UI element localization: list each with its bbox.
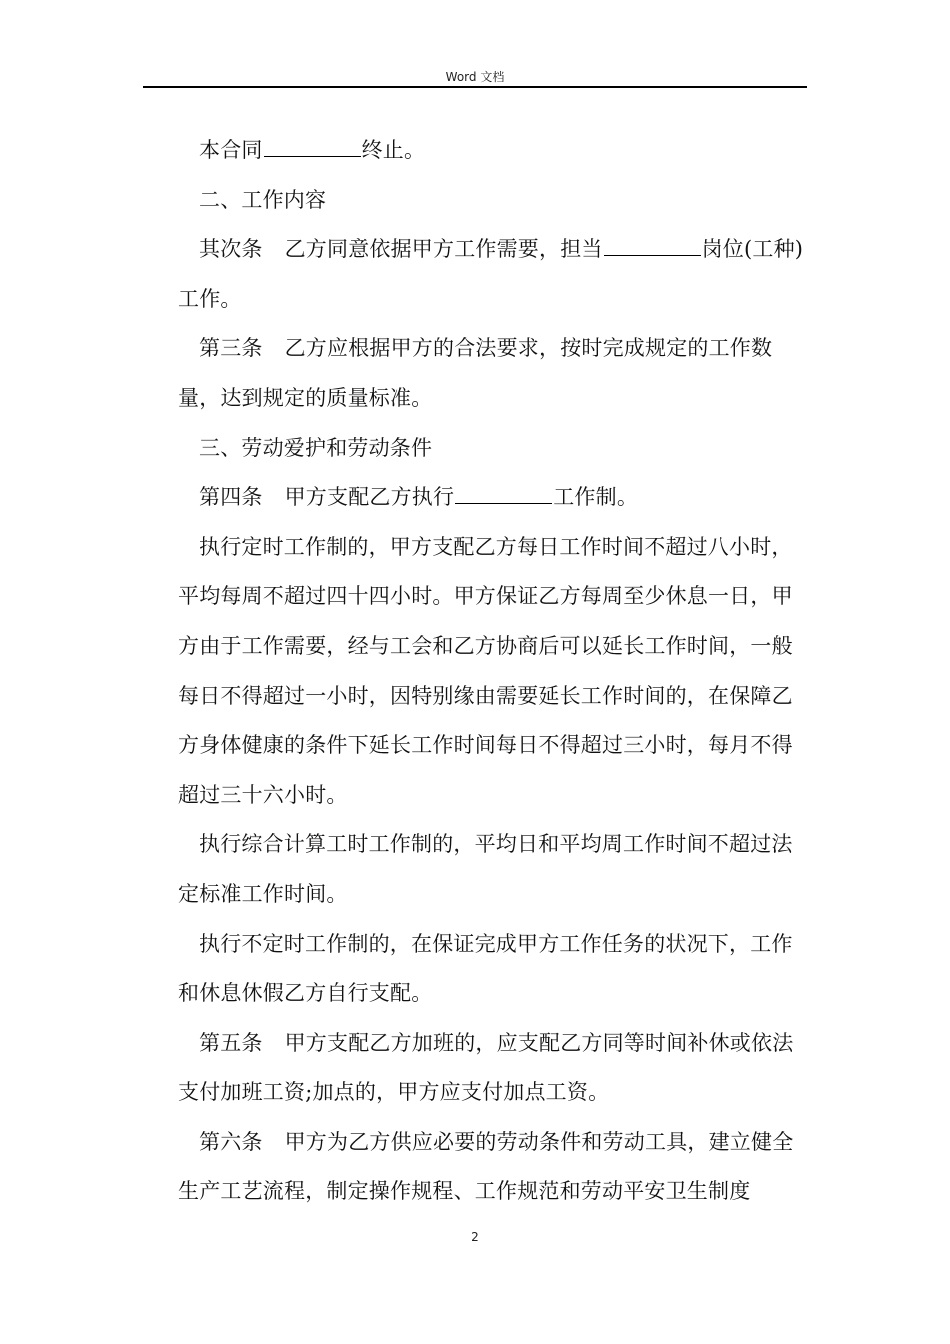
article-label: 第五条 — [199, 1030, 263, 1055]
text: 岗位(工种)工作。 — [178, 237, 804, 311]
text: 乙方应根据甲方的合法要求，按时完成规定的工作数量，达到规定的质量标准。 — [178, 336, 773, 410]
section-heading-labor-protection: 三、劳动爱护和劳动条件 — [199, 435, 433, 460]
paragraph-article-3 — [178, 324, 808, 423]
text: 工作制。 — [553, 485, 639, 510]
paragraph-article-6 — [178, 1118, 808, 1217]
header-divider — [143, 86, 807, 88]
paragraph-article-2 — [178, 225, 808, 324]
text: 甲方支配乙方执行 — [284, 485, 455, 510]
text: 终止。 — [361, 138, 426, 162]
article-label: 第四条 — [199, 485, 263, 510]
paragraph-fixed-hours: 执行定时工作制的，甲方支配乙方每日工作时间不超过八小时，平均每周不超过四十四小时。甲方保证乙方每周至少休息一日，甲方由于工作需要，经与工会和乙方协商后可以延长工作时间，一般每日不得超过一小时，因特别缘由需要延长工作时间的，在保障乙方身体健康的条件下延长工作时间每日不得超过三小时，每月不得超过三十六小时。 — [178, 534, 793, 807]
text: 乙方同意依据甲方工作需要，担当 — [284, 237, 603, 262]
text: 甲方支配乙方加班的，应支配乙方同等时间补休或依法支付加班工资;加点的，甲方应支付加点工资。 — [178, 1030, 794, 1105]
text: 本合同 — [199, 138, 263, 162]
fill-blank-line — [455, 483, 552, 504]
article-label: 第六条 — [199, 1129, 263, 1154]
paragraph-comprehensive-hours: 执行综合计算工时工作制的，平均日和平均周工作时间不超过法定标准工作时间。 — [178, 832, 793, 906]
paragraph-flexible-hours: 执行不定时工作制的，在保证完成甲方工作任务的状况下，工作和休息休假乙方自行支配。 — [178, 931, 793, 1006]
paragraph-contract-termination — [178, 126, 808, 176]
paragraph-article-4 — [178, 473, 808, 523]
paragraph-article-5 — [178, 1019, 808, 1118]
section-heading-work-content: 二、工作内容 — [199, 187, 327, 212]
article-label: 第三条 — [199, 336, 263, 361]
fill-blank-line — [604, 235, 701, 256]
fill-blank-line — [264, 136, 361, 157]
page-number: 2 — [471, 1230, 479, 1244]
text: 甲方为乙方供应必要的劳动条件和劳动工具，建立健全生产工艺流程，制定操作规程、工作规范和劳动平安卫生制度 — [178, 1129, 794, 1204]
document-body — [178, 126, 808, 1217]
article-label: 其次条 — [199, 237, 263, 262]
page-header: Word 文档 — [445, 70, 505, 84]
